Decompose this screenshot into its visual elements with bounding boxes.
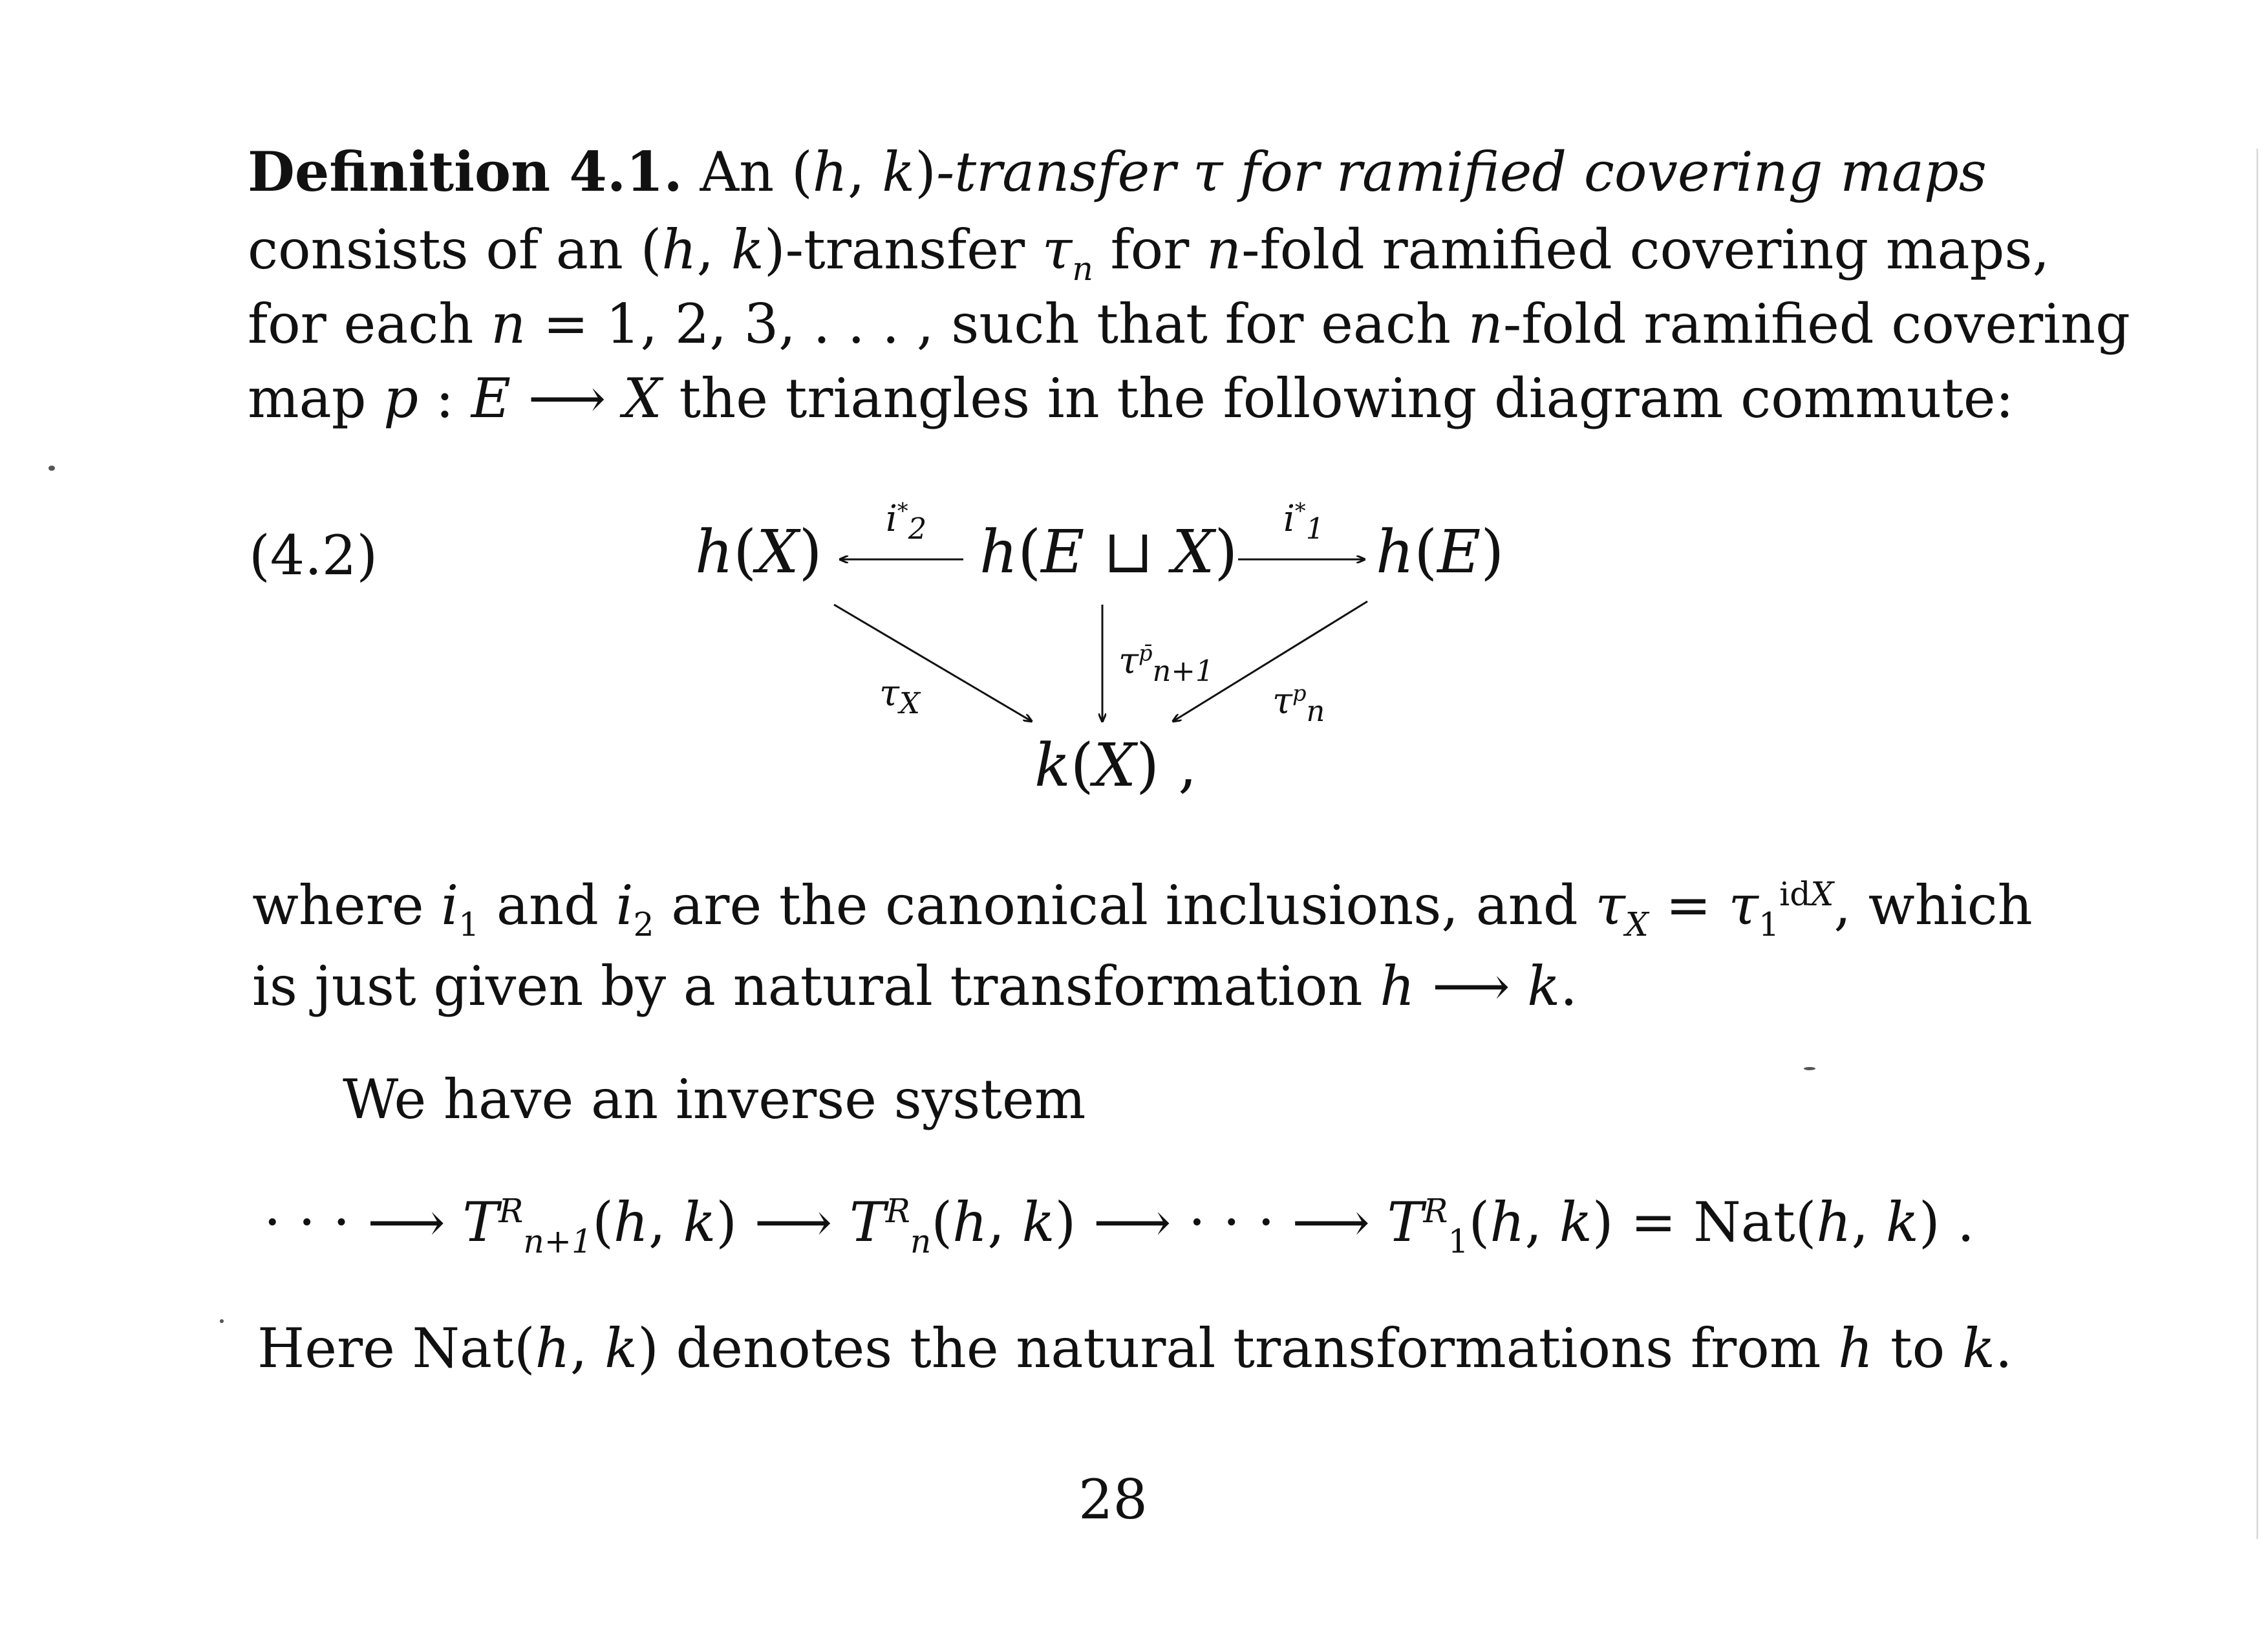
label-tau-n: $\tau^p_n$ [1272, 680, 1325, 729]
arrow-tau-n [1173, 601, 1367, 729]
scan-speck [48, 466, 55, 471]
scan-speck [1804, 1067, 1815, 1070]
definition-line-4: map p : E ⟶ X the triangles in the following diagram commute: [248, 367, 2014, 430]
nat-sentence: Here Nat(h, k) denotes the natural transformations from h to k. [257, 1317, 2013, 1380]
scan-edge-line [2256, 149, 2258, 1539]
inverse-system-equation: · · · ⟶ $T^R_{n+1}(h$, k) ⟶ $T^R_n(h$, k) ⟶ · · · ⟶ $T^R_1(h$, k) = Nat(h, k) . [264, 1191, 1975, 1260]
after-diagram-line-1: where $i_1$ and $i_2$ are the canonical inclusions, and $\tau_X = \tau_1^{idX}$, which [252, 874, 2033, 943]
label-i2-star: $i^*_2$ [886, 498, 927, 546]
equation-number: (4.2) [249, 524, 378, 587]
label-tau-n-plus-1: $\tau^{p̄}_{n+1}$ [1118, 640, 1214, 689]
def-line1-an: An [700, 140, 791, 204]
arrow-tau-X [834, 605, 1031, 721]
scan-speck [220, 1319, 224, 1323]
definition-line-3: for each n = 1, 2, 3, . . . , such that for each n-fold ramified covering [248, 292, 2130, 356]
definition-heading: Definition 4.1. [248, 140, 683, 204]
after-diagram-line-2: is just given by a natural transformation h ⟶ k. [252, 954, 1578, 1018]
label-i1-star: $i^*_1$ [1283, 498, 1325, 546]
definition-line-1: Definition 4.1. An (h, k)-transfer τ for ramified covering maps [248, 140, 1987, 204]
node-h-of-X: h(X) [695, 517, 822, 587]
label-tau-X: $\tau_X$ [879, 673, 920, 721]
inverse-system-intro: We have an inverse system [343, 1068, 1086, 1131]
page-number: 28 [1078, 1468, 1148, 1531]
definition-line-2: consists of an (h, k)-transfer $\tau_n$ for n-fold ramified covering maps, [248, 218, 2050, 288]
node-k-of-X: k(X) , [1034, 731, 1197, 800]
node-h-of-E-coprod-X: h(E ⊔ X) [979, 517, 1238, 587]
node-h-of-E: h(E) [1376, 517, 1504, 587]
